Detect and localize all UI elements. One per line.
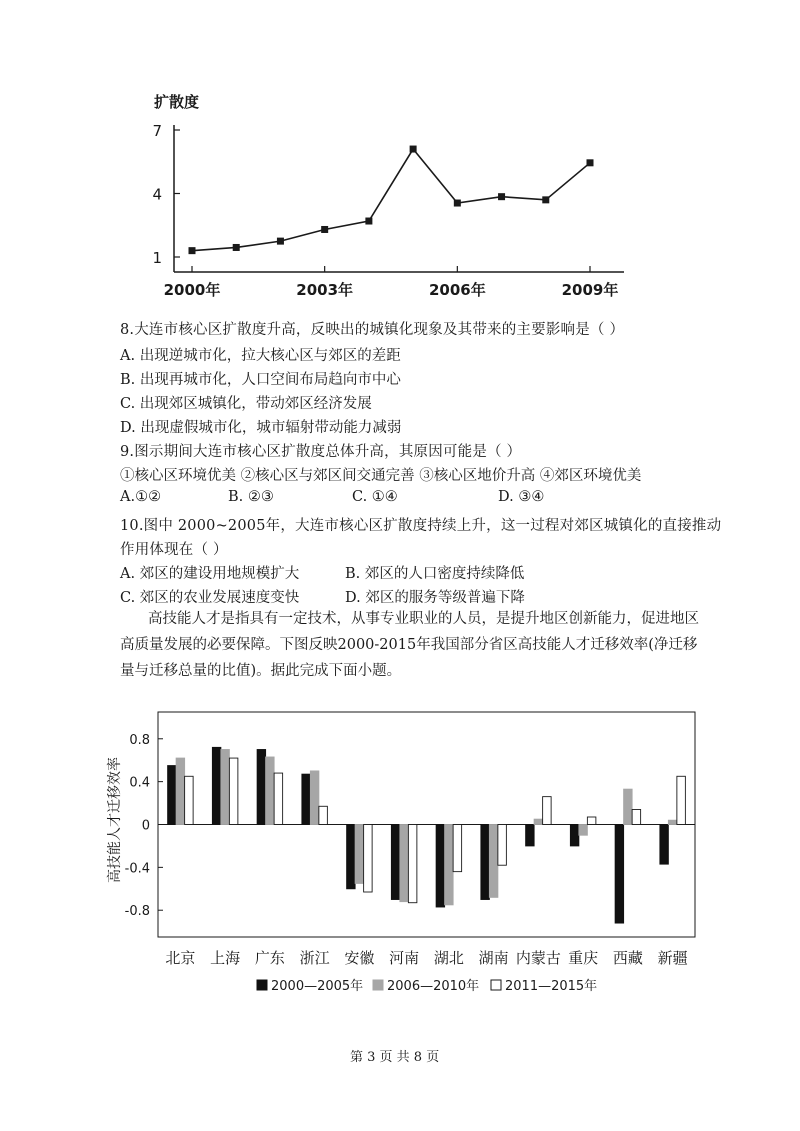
bar-chart-category-label: 湖南 [478,949,509,967]
line-chart-point [410,146,417,153]
line-chart-y-tick-label: 1 [152,249,162,267]
bar-chart-bar [498,825,507,866]
page-number: 第 3 页 共 8 页 [350,1050,440,1065]
line-chart-point [454,200,461,207]
question-9-option-d: D. ③④ [498,489,545,505]
question-9-option-c: C. ①④ [352,489,398,505]
bar-chart-bar [257,750,266,825]
bar-chart-bar [543,797,552,825]
line-chart-point [498,193,505,200]
question-8-option-a: A. 出现逆城市化，拉大核心区与郊区的差距 [120,348,401,364]
bar-chart-bar [436,825,445,908]
question-9-items: ①核心区环境优美 ②核心区与郊区间交通完善 ③核心区地价升高 ④郊区环境优美 [120,468,642,484]
line-chart-x-tick-label: 2009年 [561,281,619,299]
bar-chart-bar [445,825,454,905]
bar-chart-legend-label: 2006—2010年 [387,979,480,994]
question-8-option-b: B. 出现再城市化，人口空间布局趋向市中心 [120,372,401,388]
bar-chart-y-tick-label: -0.4 [124,861,150,877]
line-chart-point [189,247,196,254]
bar-chart-bar [677,776,686,824]
bar-chart-y-tick-label: 0.4 [129,775,150,791]
bar-chart-bar [534,819,543,824]
line-chart-point [542,196,549,203]
line-chart-point [321,226,328,233]
bar-chart-bar [266,757,275,825]
line-chart-point [587,159,594,166]
question-9-option-b: B. ②③ [228,489,274,505]
bar-chart-bar [274,773,283,824]
bar-chart-bar [347,825,356,889]
bar-chart-bar [400,825,409,902]
bar-chart-bar [570,825,579,846]
bar-chart-bar [660,825,669,865]
bar-chart-category-label: 湖北 [433,949,464,967]
bar-chart-legend-label: 2011—2015年 [505,979,598,994]
question-10-option-c: C. 郊区的农业发展速度变快 [120,590,300,606]
intro-line-1: 高技能人才是指具有一定技术，从事专业职业的人员，是提升地区创新能力，促进地区 [148,611,699,627]
bar-chart-bar [615,825,624,924]
bar-chart-y-tick-label: -0.8 [124,904,150,920]
line-chart-point [365,218,372,225]
bar-chart-bar [481,825,490,900]
bar-chart-bar [319,806,328,824]
bar-chart-category-label: 重庆 [568,949,599,967]
bar-chart-bar [302,774,311,824]
bar-chart-category-label: 北京 [165,949,196,967]
bar-chart-bar [364,825,373,893]
line-chart-x-tick-label: 2006年 [428,281,486,299]
bar-chart-bar [453,825,462,872]
bar-chart-bar [310,771,319,825]
bar-chart-bar [579,825,588,836]
bar-chart-category-label: 广东 [254,949,285,967]
question-9-stem: 9.图示期间大连市核心区扩散度总体升高，其原因可能是（ ） [120,444,522,460]
bar-chart-bar [229,758,238,824]
line-chart [140,85,640,305]
question-8-stem: 8.大连市核心区扩散度升高，反映出的城镇化现象及其带来的主要影响是（ ） [120,322,625,338]
bar-chart-bar [408,825,417,903]
bar-chart-category-label: 内蒙古 [515,949,561,967]
bar-chart-legend-label: 2000—2005年 [271,979,364,994]
bar-chart-bar [185,776,194,824]
bar-chart [95,700,715,1005]
question-10-option-a: A. 郊区的建设用地规模扩大 [120,566,300,582]
bar-chart-bar [391,825,400,900]
bar-chart-legend-swatch [257,980,267,990]
intro-line-2: 高质量发展的必要保障。下图反映2000-2015年我国部分省区高技能人才迁移效率(净迁移 [120,637,698,653]
question-10-stem-line2: 作用体现在（ ） [120,542,228,558]
line-chart-y-tick-label: 7 [152,122,162,140]
bar-chart-y-tick-label: 0.8 [129,732,150,748]
bar-chart-category-label: 安徽 [344,949,375,967]
bar-chart-bar [632,810,641,825]
bar-chart-bar [587,817,596,825]
bar-chart-bar [526,825,535,846]
bar-chart-bar [176,758,185,824]
bar-chart-bar [489,825,498,898]
bar-chart-legend-swatch [373,980,383,990]
line-chart-y-tick-label: 4 [152,185,162,204]
bar-chart-y-tick-label: 0 [141,818,150,834]
question-8-option-d: D. 出现虚假城市化，城市辐射带动能力减弱 [120,420,402,436]
bar-chart-bar [355,825,364,884]
bar-chart-category-label: 新疆 [657,949,688,967]
bar-chart-bar [212,747,221,824]
line-chart-point [277,238,284,245]
bar-chart-category-label: 河南 [389,949,420,967]
bar-chart-category-label: 浙江 [299,949,330,967]
bar-chart-bar [668,820,677,824]
bar-chart-bar [168,766,177,825]
question-9-option-a: A.①② [120,489,162,505]
line-chart-series-line [192,149,590,251]
bar-chart-legend-swatch [491,980,501,990]
bar-chart-category-label: 西藏 [612,949,643,967]
line-chart-point [233,244,240,251]
line-chart-x-tick-label: 2000年 [163,281,221,299]
bar-chart-category-label: 上海 [210,949,241,967]
bar-chart-ylabel: 高技能人才迁移效率 [107,757,123,883]
question-10-stem-line1: 10.图中 2000~2005年，大连市核心区扩散度持续上升，这一过程对郊区城镇化的直接推动 [120,518,722,534]
question-8-option-c: C. 出现郊区城镇化，带动郊区经济发展 [120,396,372,412]
line-chart-x-tick-label: 2003年 [296,281,354,299]
intro-line-3: 量与迁移总量的比值)。据此完成下面小题。 [120,663,402,679]
question-10-option-d: D. 郊区的服务等级普遍下降 [345,590,525,606]
bar-chart-bar [221,750,230,825]
bar-chart-bar [624,789,633,824]
question-10-option-b: B. 郊区的人口密度持续降低 [345,566,525,582]
line-chart-ylabel: 扩散度 [154,93,200,111]
